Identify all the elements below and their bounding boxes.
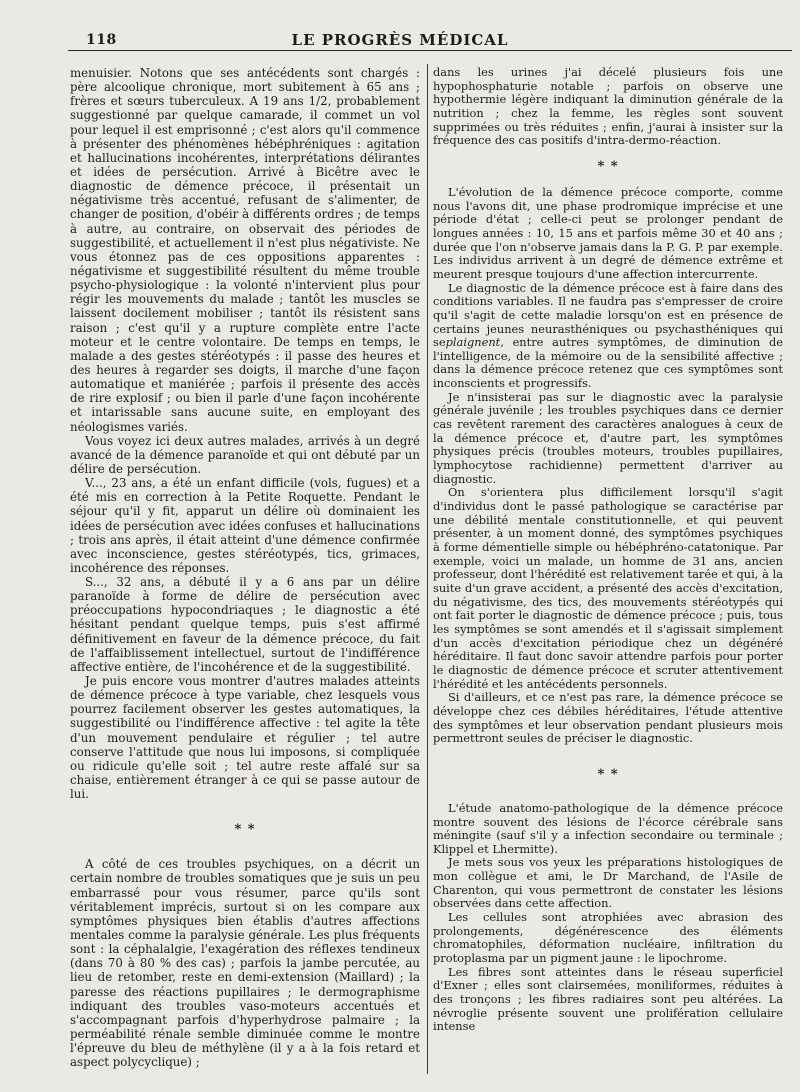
italic-word: plaignent — [445, 335, 501, 350]
paragraph: On s'orientera plus difficilement lorsqu'il s'agit d'individus dont le passé pathologique se caractérise par une débilité mentale constitutionnelle, et qui peuvent présenter, à un moment donné, des symptômes psychiques à forme démentielle simple ou hébéphréno-catatonique. Par exemple, voici un malade, un homme de 31 ans, ancien professeur, dont l'hérédité est relativement tarée et qui, à la suite d'un grave accident, a présenté des accès d'excitation, du négativisme, des tics, des mouvements stéréotypés qui ont fait porter le diagnostic de démence précoce ; puis, tous les symptômes se sont amendés et il s'agissait simplement d'un accès d'excitation périodique chez un dégénéré héréditaire. Il faut donc savoir attendre parfois pour porter le diagnostic de démence précoce et scruter attentivement l'hérédité et les antécédents personnels. — [433, 485, 783, 691]
paragraph: Je n'insisterai pas sur le diagnostic avec la paralysie générale juvénile ; les troubles psychiques dans ce dernier cas revêtent rarement des caractères analogues à ceux de la démence précoce et, d'autre part, les symptômes physiques précis (troubles moteurs, troubles pupillaires, lymphocytose rachidienne) permettent d'arriver au diagnostic. — [433, 389, 783, 486]
paragraph: L'évolution de la démence précoce comporte, comme nous l'avons dit, une phase prodromique imprécise et une période d'état ; celle-ci peut se prolonger pendant de longues années : 10, 15 ans et parfois même 30 et 40 ans ; durée que l'on n'observe jamais dans la P. G. P. par exemple. Les individus arrivent à un degré de démence extrême et meurent presque toujours d'une affection intercurrente. — [433, 184, 783, 281]
paragraph: V..., 23 ans, a été un enfant difficile (vols, fugues) et a été mis en correction à la Petite Roquette. Pendant le séjour qu'il y fit, apparut un délire où dominaient les idées de persécution avec idées confuses et hallucinations ; trois ans après, il était atteint d'une démence confirmée avec inconscience, gestes stéréotypés, tics, grimaces, incohérence des réponses. — [70, 476, 420, 575]
paragraph: Les cellules sont atrophiées avec abrasion des prolongements, dégénérescence des éléments chromatophiles, déformation nucléaire, infiltration du protoplasma par un pigment jaune : le lipochrome. — [433, 910, 783, 966]
paragraph: L'étude anatomo-pathologique de la démence précoce montre souvent des lésions de l'écorce cérébrale sans méningite (sauf s'il y a infection secondaire ou terminale ; Klippel et Lhermitte). — [433, 800, 783, 856]
journal-title: LE PROGRÈS MÉDICAL — [291, 31, 509, 49]
text-run: , entre autres symptômes, de diminution de l'intelligence, de la mémoire ou de la sensibilité affective ; dans la démence précoce retenez que ces symptômes sont inconscients et progressifs. — [433, 335, 783, 391]
paragraph: S..., 32 ans, a débuté il y a 6 ans par un délire paranoïde à forme de délire de persécution avec préoccupations hypocondriaques ; le diagnostic a été hésitant pendant quelque temps, puis s'est affirmé définitivement en faveur de la démence précoce, du fait de l'affaiblissement intellectuel, surtout de l'indifférence affective entière, de l'incohérence et de la suggestibilité. — [70, 575, 420, 674]
paragraph: Je mets sous vos yeux les préparations histologiques de mon collègue et ami, le Dr Marchand, de l'Asile de Charenton, qui vous permettront de constater les lésions observées dans cette affection. — [433, 855, 783, 911]
column-divider — [427, 64, 428, 1074]
paragraph: menuisier. Notons que ses antécédents sont chargés : père alcoolique chronique, mort subitement à 65 ans ; frères et sœurs tuberculeux. A 19 ans 1/2, probablement suggestionné par quelque camarade, il commet un vol pour lequel il est emprisonné ; c'est alors qu'il commence à présenter des phénomènes hébéphréniques : agitation et hallucinations incohérentes, interprétations délirantes et idées de persécution. Arrivé à Bicêtre avec le diagnostic de démence précoce, il présentait un négativisme très accentué, refusant de s'alimenter, de changer de position, d'obéir à différents ordres ; de temps à autre, au contraire, on observait des périodes de suggestibilité, et actuellement il n'est plus négativiste. Ne vous étonnez pas de ces oppositions apparentes : négativisme et suggestibilité résultent du même trouble psycho-physiologique : la volonté n'intervient plus pour régir les mouvements du malade ; tantôt les muscles se laissent docilement mobiliser ; tantôt ils résistent sans raison ; c'est qu'il y a rupture complète entre l'acte moteur et le centre volontaire. De temps en temps, le malade a des gestes stéréotypés : il passe des heures et des heures à regarder ses doigts, il marche d'une façon automatique et maniérée ; parfois il présente des accès de rire explosif ; ou bien il parle d'une façon incohérente et intarissable sans aucune suite, en employant des néologismes variés. — [70, 66, 420, 434]
paragraph: dans les urines j'ai décelé plusieurs fois une hypophosphaturie notable ; parfois on observe une hypothermie légère indiquant la diminution générale de la nutrition ; chez la femme, les règles sont souvent supprimées ou très réduites ; enfin, j'aurai à insister sur la fréquence des cas positifs d'intra-dermo-réaction. — [433, 65, 783, 148]
section-separator: * * — [597, 158, 619, 174]
paragraph: Vous voyez ici deux autres malades, arrivés à un degré avancé de la démence paranoïde et qui ont débuté par un délire de persécution. — [70, 433, 420, 476]
paragraph: Si d'ailleurs, et ce n'est pas rare, la démence précoce se développe chez ces débiles héréditaires, l'étude attentive des symptômes et leur observation pendant plusieurs mois permettront seules de préciser le diagnostic. — [433, 690, 783, 746]
page-number: 118 — [86, 32, 117, 48]
section-separator: * * — [597, 766, 619, 782]
paragraph: Je puis encore vous montrer d'autres malades atteints de démence précoce à type variable, chez lesquels vous pourrez facilement observer les gestes automatiques, la suggestibilité ou l'indifférence affective : tel agite la tête d'un mouvement pendulaire et régulier ; tel autre conserve l'attitude que nous lui imposons, si compliquée ou ridicule qu'elle soit ; tel autre reste affalé sur sa chaise, entièrement étranger à ce qui se passe autour de lui. — [70, 674, 420, 802]
left-column — [70, 66, 420, 1069]
section-separator: * * — [234, 822, 256, 838]
paragraph: Les fibres sont atteintes dans le réseau superficiel d'Exner ; elles sont clairsemées, moniliformes, réduites à des tronçons ; les fibres radiaires sont peu altérées. La névroglie présente souvent une prolifération cellulaire intense — [433, 964, 783, 1034]
paragraph: A côté de ces troubles psychiques, on a décrit un certain nombre de troubles somatiques que je suis un peu embarrassé pour vous résumer, parce qu'ils sont véritablement imprécis, surtout si on les compare aux symptômes physiques bien établis d'autres affections mentales comme la paralysie générale. Les plus fréquents sont : la céphalalgie, l'exagération des réflexes tendineux (dans 70 à 80 % des cas) ; parfois la jambe percutée, au lieu de retomber, reste en demi-extension (Maillard) ; la paresse des réactions pupillaires ; le dermographisme indiquant des troubles vaso-moteurs accentués et s'accompagnant parfois d'hyperhydrose palmaire ; la perméabilité rénale semble diminuée comme le montre l'épreuve du bleu de méthylène (il y a à la fois retard et aspect polycyclique) ; — [70, 857, 420, 1070]
right-column — [433, 66, 783, 1034]
header-rule — [68, 50, 792, 51]
text-run: Le diagnostic de la démence précoce est à faire dans des conditions variables. Il ne faudra pas s'empresser de croire qu'il s'agit de cette maladie lorsqu'on est en présence de certains jeunes neurasthéniques ou psychasthéniques qui se — [433, 280, 783, 350]
paragraph — [433, 282, 783, 391]
